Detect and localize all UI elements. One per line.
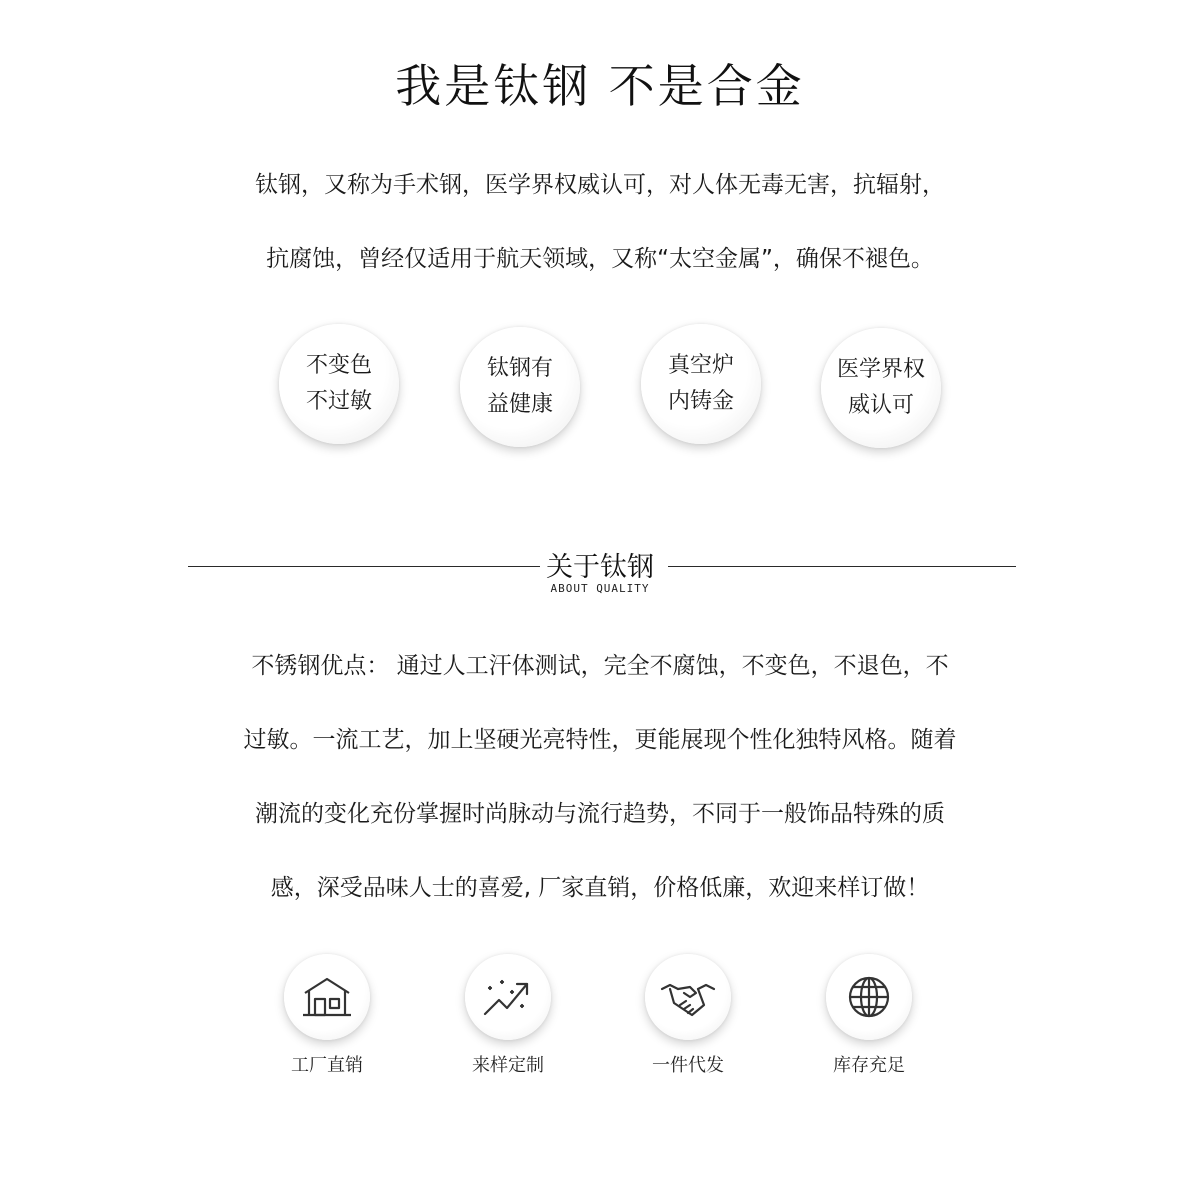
- feature-custom: [465, 954, 551, 1040]
- globe-icon: [846, 974, 892, 1020]
- section-title: 关于钛钢: [546, 552, 654, 583]
- paragraph-line-3: 潮流的变化充份掌握时尚脉动与流行趋势，不同于一般饰品特殊的质: [255, 801, 945, 827]
- feature-factory: [284, 954, 370, 1040]
- badge-line: 医学界权: [836, 357, 925, 382]
- badge-no-discolor: [279, 324, 399, 444]
- feature-label-stock: 库存充足: [833, 1055, 905, 1076]
- intro-line-2: 抗腐蚀，曾经仅适用于航天领域，又称“太空金属”，确保不褪色。: [266, 246, 934, 272]
- feature-label-custom: 来样定制: [472, 1055, 544, 1076]
- badge-line: 钛钢有: [486, 356, 553, 381]
- feature-dropship: [645, 954, 731, 1040]
- paragraph-line-4: 感，深受品味人士的喜爱, 厂家直销，价格低廉，欢迎来样订做！: [270, 875, 930, 901]
- badge-line: 不变色: [305, 353, 372, 378]
- paragraph-line-2: 过敏。一流工艺，加上坚硬光亮特性，更能展现个性化独特风格。随着: [243, 727, 957, 753]
- feature-stock: [826, 954, 912, 1040]
- section-subtitle: ABOUT QUALITY: [550, 582, 650, 595]
- trend-chart-icon: [481, 974, 535, 1020]
- badge-medical-approved: [821, 328, 941, 448]
- badge-line: 内铸金: [667, 389, 734, 414]
- badge-line: 不过敏: [305, 389, 372, 414]
- badge-healthy: [460, 327, 580, 447]
- feature-label-dropship: 一件代发: [652, 1055, 724, 1076]
- intro-line-1: 钛钢，又称为手术钢，医学界权威认可，对人体无毒无害，抗辐射，: [255, 172, 945, 198]
- paragraph-line-1: 不锈钢优点： 通过人工汗体测试，完全不腐蚀，不变色，不退色，不: [251, 653, 949, 679]
- badge-line: 威认可: [847, 393, 914, 418]
- badge-line: 真空炉: [667, 353, 734, 378]
- feature-label-factory: 工厂直销: [291, 1055, 363, 1076]
- badge-vacuum-cast: [641, 324, 761, 444]
- page-title: 我是钛钢 不是合金: [395, 59, 805, 113]
- handshake-icon: [660, 975, 716, 1019]
- badge-line: 益健康: [486, 392, 553, 417]
- factory-icon: [301, 975, 353, 1019]
